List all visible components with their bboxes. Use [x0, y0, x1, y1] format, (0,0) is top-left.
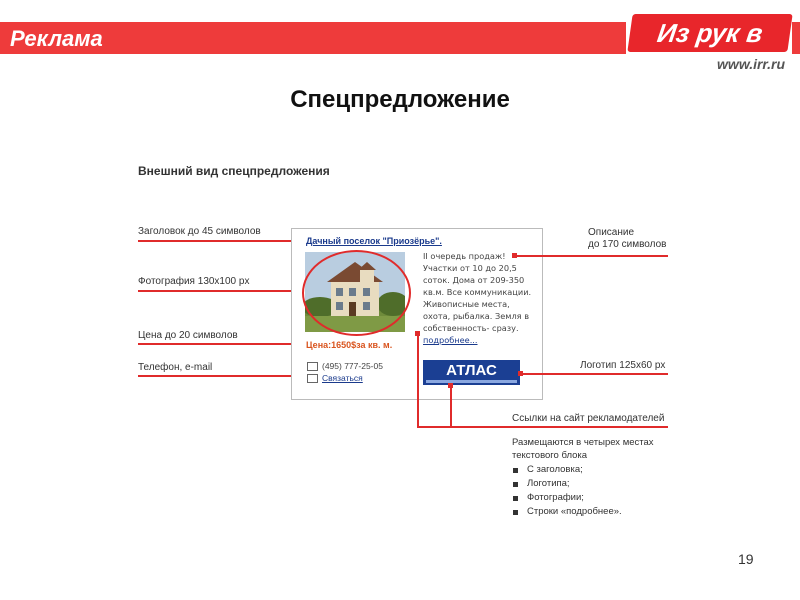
placement-item: С заголовка;	[527, 464, 583, 475]
connector-line	[138, 240, 298, 242]
brand-logo: Из рук в руки	[627, 14, 792, 52]
description-line: соток. Дома от 209-350	[423, 275, 525, 285]
annotation-description: Описание	[588, 227, 635, 238]
ad-price: Цена:1650$за кв. м.	[306, 340, 393, 350]
bullet-icon	[513, 482, 518, 487]
annotation-photo-size: Фотография 130х100 px	[138, 276, 250, 287]
connector-line	[417, 426, 668, 428]
brand-url: www.irr.ru	[717, 56, 785, 72]
connector-line	[138, 343, 298, 345]
description-line: Участки от 10 до 20,5	[423, 263, 517, 273]
connector-line	[520, 373, 668, 375]
connector-line	[138, 375, 298, 377]
placement-item: Фотографии;	[527, 492, 584, 503]
connector-line	[450, 385, 452, 427]
connector-line	[138, 290, 310, 292]
ad-phone: (495) 777-25-05	[322, 361, 383, 371]
description-line: Живописные места,	[423, 299, 510, 309]
more-link[interactable]: подробнее...	[423, 335, 478, 345]
annotation-phone-email: Телефон, e-mail	[138, 362, 213, 373]
bullet-icon	[513, 496, 518, 501]
annotation-advertiser-links: Ссылки на сайт рекламодателей	[512, 413, 665, 424]
description-line: II очередь продаж!	[423, 251, 506, 261]
annotation-title-length: Заголовок до 45 символов	[138, 226, 261, 237]
placement-item: Логотипа;	[527, 478, 570, 489]
advertiser-logo-tagline	[426, 380, 517, 383]
placement-item: Строки «подробнее».	[527, 506, 622, 517]
connector-line	[514, 255, 668, 257]
bullet-icon	[513, 468, 518, 473]
placement-intro-line: Размещаются в четырех местах	[512, 437, 654, 448]
section-title: Реклама	[10, 26, 103, 51]
description-line: кв.м. Все коммуникации.	[423, 287, 532, 297]
ad-title-link[interactable]: Дачный поселок "Приозёрье".	[306, 236, 442, 246]
annotation-logo-size: Логотип 125х60 px	[580, 360, 666, 371]
bullet-icon	[513, 510, 518, 515]
slide-title: Спецпредложение	[290, 86, 510, 113]
page-number: 19	[738, 551, 754, 567]
photo-highlight-ring	[302, 250, 411, 336]
annotation-price-length: Цена до 20 символов	[138, 330, 238, 341]
advertiser-logo[interactable]: АТЛАС	[423, 360, 520, 385]
connector-line	[417, 333, 419, 427]
ad-contact-link[interactable]: Связаться	[322, 373, 363, 383]
annotation-description-length: до 170 символов	[588, 239, 667, 250]
envelope-icon	[307, 374, 318, 383]
phone-icon	[307, 362, 318, 371]
description-line: собственность- сразу.	[423, 323, 519, 333]
placement-intro-line: текстового блока	[512, 450, 588, 461]
ad-description	[423, 250, 535, 346]
description-line: охота, рыбалка. Земля в	[423, 311, 530, 321]
section-heading: Внешний вид спецпредложения	[138, 164, 330, 178]
